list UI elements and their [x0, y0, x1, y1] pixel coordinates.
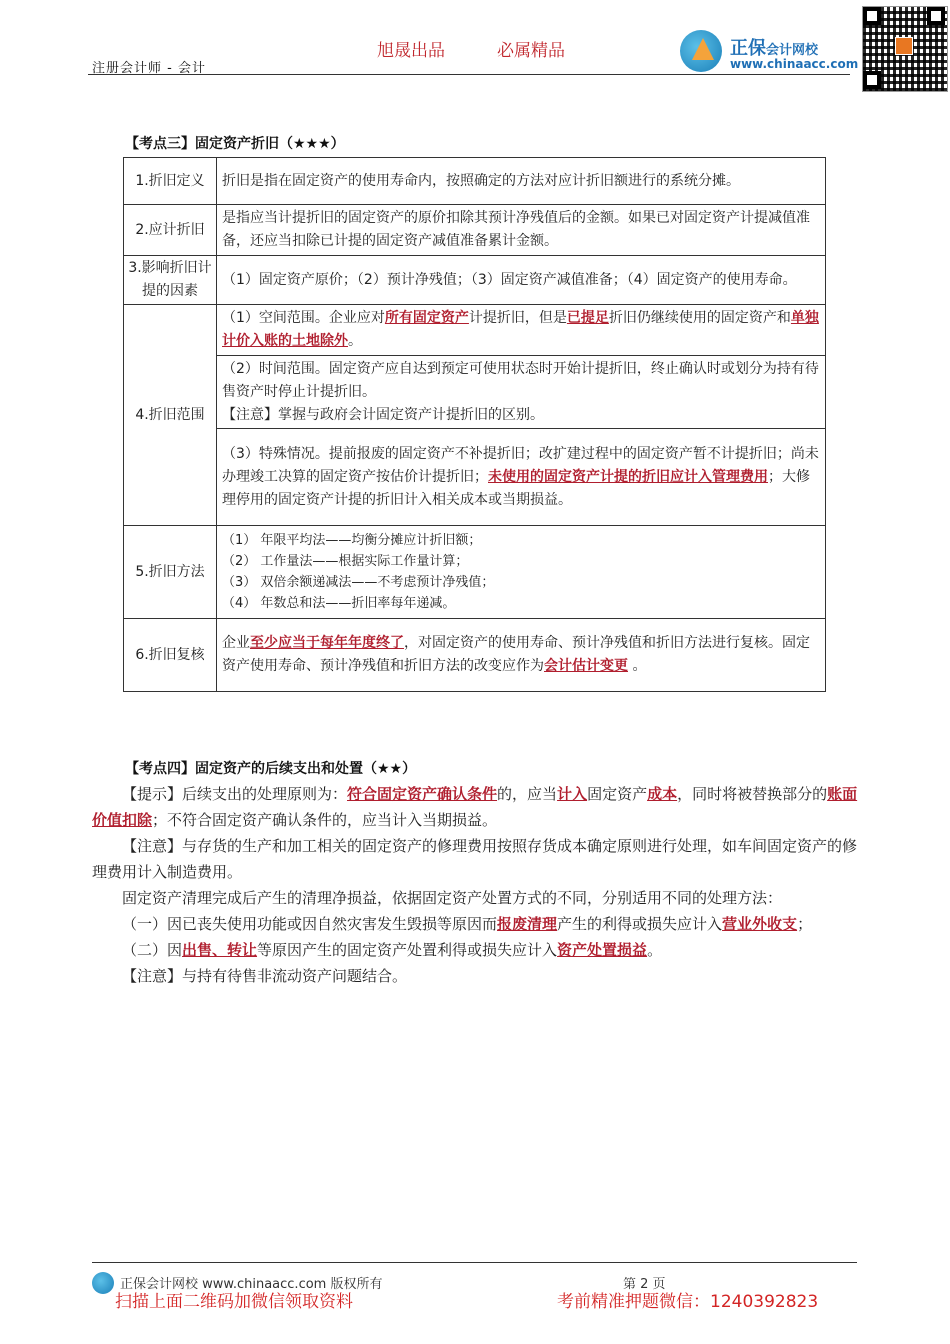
- paragraph-note2: 【注意】与持有待售非流动资产问题结合。: [122, 967, 408, 985]
- row-key: 5.折旧方法: [124, 526, 217, 619]
- paragraph-tip: 【提示】后续支出的处理原则为：符合固定资产确认条件的，应当计入固定资产成本，同时将被替换部分的账面价值扣除；不符合固定资产确认条件的，应当计入当期损益。: [92, 785, 858, 829]
- range-space: （1）空间范围。企业应对所有固定资产计提折旧，但是已提足折旧仍继续使用的固定资产和单独计价入账的土地除外。: [217, 305, 826, 356]
- list-item: （1） 年限平均法——均衡分摊应计折旧额；: [222, 533, 482, 548]
- qr-finder-icon: [863, 71, 881, 89]
- paragraph-disposal: 固定资产清理完成后产生的清理净损益，依据固定资产处置方式的不同，分别适用不同的处理方法：: [122, 889, 783, 907]
- range-special: （3）特殊情况。提前报废的固定资产不补提折旧；改扩建过程中的固定资产暂不计提折旧；尚未办理竣工决算的固定资产按估价计提折旧；未使用的固定资产计提的折旧应计入管理费用；大修理停用的固定资产计提的折旧计入相关成本或当期损益。: [217, 429, 826, 526]
- brand-url: www.chinaacc.com: [730, 57, 859, 71]
- paragraph-note: 【注意】与存货的生产和加工相关的固定资产的修理费用按照存货成本确定原则进行处理，如车间固定资产的修理费用计入制造费用。: [92, 837, 858, 881]
- row-key: 3.影响折旧计提的因素: [124, 256, 217, 305]
- table-row: [124, 158, 826, 205]
- row-key: 4.折旧范围: [124, 305, 217, 526]
- table-row: [124, 619, 826, 692]
- logo-triangle-icon: [692, 38, 714, 60]
- qr-center-logo-icon: [895, 37, 913, 55]
- row-text: 是指应当计提折旧的固定资产的原价扣除其预计净残值后的金额。如果已对固定资产计提减值准备，还应当扣除已计提的固定资产减值准备累计金额。: [217, 205, 826, 256]
- promo-left: 扫描上面二维码加微信领取资料: [115, 1292, 353, 1312]
- row-text: （1）固定资产原价；（2）预计净残值；（3）固定资产减值准备；（4）固定资产的使用寿命。: [217, 256, 826, 305]
- slogan-left: 旭晟出品: [377, 41, 445, 61]
- row-key: 2.应计折旧: [124, 205, 217, 256]
- row-text: 折旧是指在固定资产的使用寿命内，按照确定的方法对应计折旧额进行的系统分摊。: [217, 158, 826, 205]
- row-key: 6.折旧复核: [124, 619, 217, 692]
- review-text: 企业至少应当于每年年度终了，对固定资产的使用寿命、预计净残值和折旧方法进行复核。固定资产使用寿命、预计净残值和折旧方法的改变应作为会计估计变更 。: [217, 619, 826, 692]
- depreciation-table: [123, 157, 826, 692]
- section4-body: [92, 781, 860, 989]
- section3-title: 【考点三】固定资产折旧（★★★）: [125, 136, 345, 152]
- table-row: [124, 205, 826, 256]
- paragraph-sale: （二）因出售、转让等原因产生的固定资产处置利得或损失应计入资产处置损益。: [122, 941, 663, 959]
- footer-logo-icon: [92, 1272, 114, 1294]
- qr-finder-icon: [863, 7, 881, 25]
- paragraph-scrap: （一）因已丧失使用功能或因自然灾害发生毁损等原因而报废清理产生的利得或损失应计入营业外收支；: [122, 915, 813, 933]
- table-row: [124, 526, 826, 619]
- range-time: （2）时间范围。固定资产应自达到预定可使用状态时开始计提折旧，终止确认时或划分为持有待售资产时停止计提折旧。 【注意】掌握与政府会计固定资产计提折旧的区别。: [217, 356, 826, 429]
- method-list: [217, 526, 826, 619]
- table-row: [124, 256, 826, 305]
- table-row: [124, 305, 826, 356]
- qr-finder-icon: [927, 7, 945, 25]
- brand-name: 正保会计网校: [730, 38, 819, 59]
- subject-label: 注册会计师 - 会计: [92, 61, 206, 76]
- footer-copyright: 正保会计网校 www.chinaacc.com 版权所有: [120, 1277, 383, 1292]
- header-divider: [88, 74, 850, 75]
- promo-right: 考前精准押题微信：1240392823: [557, 1292, 819, 1312]
- row-key: 1.折旧定义: [124, 158, 217, 205]
- footer-divider: [92, 1262, 857, 1263]
- list-item: （2） 工作量法——根据实际工作量计算；: [222, 554, 469, 569]
- slogan-right: 必属精品: [497, 41, 565, 61]
- table-row: [124, 429, 826, 526]
- list-item: （4） 年数总和法——折旧率每年递减。: [222, 596, 456, 611]
- section4-title: 【考点四】固定资产的后续支出和处置（★★）: [125, 761, 417, 777]
- list-item: （3） 双倍余额递减法——不考虑预计净残值；: [222, 575, 495, 590]
- page-number: 第 2 页: [623, 1277, 666, 1292]
- table-row: [124, 356, 826, 429]
